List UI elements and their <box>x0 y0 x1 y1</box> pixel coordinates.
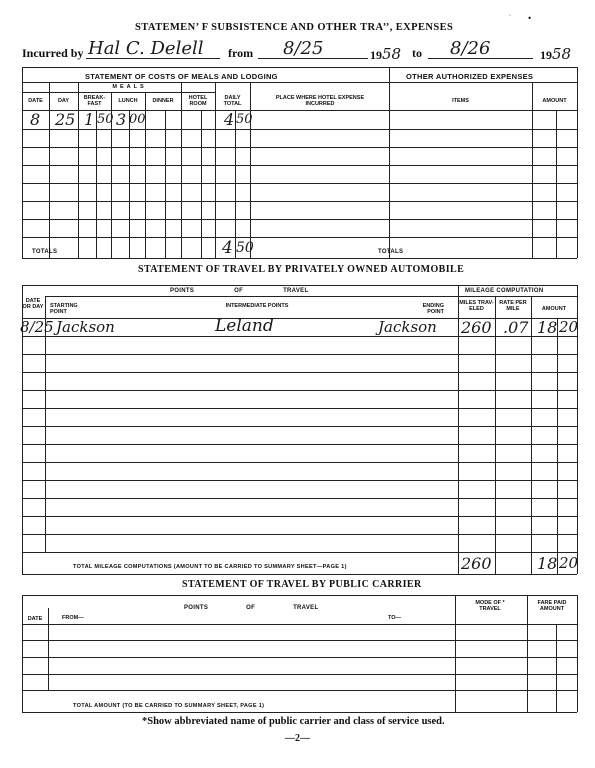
auto-title: STATEMENT OF TRAVEL BY PRIVATELY OWNED AUTOMOBILE <box>138 264 465 275</box>
other-expenses-title: OTHER AUTHORIZED EXPENSES <box>406 72 534 81</box>
col-auto-amount: AMOUNT <box>541 306 567 312</box>
col-day: DAY <box>57 98 70 104</box>
totals-cents: 50 <box>236 240 254 256</box>
from-label: from <box>228 46 254 60</box>
col-ending-point: ENDING POINT <box>422 303 444 315</box>
auto-total-cents: 20 <box>559 554 579 572</box>
col-items: ITEMS <box>452 98 469 104</box>
from-date: 8/25 <box>283 38 324 59</box>
corner-marks: ˙ • <box>508 14 532 23</box>
auto-row-intermediate: Leland <box>215 316 274 336</box>
col-miles: MILES TRAV-ELED <box>459 300 494 312</box>
meals-section-title: STATEMENT OF COSTS OF MEALS AND LODGING <box>85 72 278 81</box>
auto-row-end: Jackson <box>378 318 437 336</box>
totals-label-right: TOTALS <box>378 249 404 255</box>
to-label: to <box>412 46 422 60</box>
totals-dollars: 4 <box>222 238 233 258</box>
col-date-or-day: DATE OR DAY <box>22 298 44 310</box>
col-intermediate: INTERMEDIATE POINTS <box>225 303 289 309</box>
incurred-label: Incurred by <box>22 46 84 60</box>
col-rate: RATE PER MILE <box>499 300 527 312</box>
carrier-points-label: POINTS OF TRAVEL <box>184 605 319 611</box>
col-amount: AMOUNT <box>542 98 567 104</box>
row-daily-cents: 50 <box>236 112 253 127</box>
form-title: STATEMEN’ F SUBSISTENCE AND OTHER TRA’’, EXPENSES <box>135 22 454 33</box>
row-lunch-cents: 00 <box>129 112 146 127</box>
to-date: 8/26 <box>450 38 491 59</box>
row-date: 8 <box>30 110 41 129</box>
auto-total-miles: 260 <box>461 554 492 573</box>
footer-note: *Show abbreviated name of public carrier and class of service used. <box>142 716 445 727</box>
carrier-col-to: TO— <box>388 615 402 621</box>
carrier-total-label: TOTAL AMOUNT (TO BE CARRIED TO SUMMARY SHEET, PAGE 1) <box>73 703 265 709</box>
col-date: DATE <box>28 98 43 104</box>
row-breakfast-cents: 50 <box>97 112 114 127</box>
auto-row-amount-cents: 20 <box>559 318 579 336</box>
year-1: 1958 <box>370 45 402 63</box>
auto-row-amount-dollars: 18 <box>537 318 558 337</box>
row-day: 25 <box>55 110 76 129</box>
totals-label: TOTALS <box>32 249 58 255</box>
col-starting-point: STARTING POINT <box>50 303 78 315</box>
col-daily-total: DAILY TOTAL <box>223 95 242 107</box>
carrier-title: STATEMENT OF TRAVEL BY PUBLIC CARRIER <box>182 579 422 590</box>
carrier-col-fare: FARE PAID AMOUNT <box>537 600 567 612</box>
row-daily-dollars: 4 <box>224 110 235 129</box>
col-dinner: DINNER <box>152 98 174 104</box>
col-lunch: LUNCH <box>118 98 138 104</box>
auto-row-rate: .07 <box>503 318 529 337</box>
carrier-col-mode: MODE OF * TRAVEL <box>475 600 505 612</box>
carrier-col-date: DATE <box>27 616 43 622</box>
auto-total-label: TOTAL MILEAGE COMPUTATIONS (AMOUNT TO BE CARRIED TO SUMMARY SHEET—PAGE 1) <box>73 564 347 570</box>
carrier-col-from: FROM— <box>62 615 84 621</box>
auto-row-miles: 260 <box>461 318 492 337</box>
col-meals: MEALS <box>112 84 147 90</box>
mileage-computation: MILEAGE COMPUTATION <box>465 288 544 294</box>
col-hotel: HOTEL ROOM <box>188 95 208 107</box>
auto-row-date: 8/25 <box>20 318 54 336</box>
row-breakfast-dollars: 1 <box>84 110 95 129</box>
auto-row-start: Jackson <box>56 318 115 336</box>
col-breakfast: BREAK-FAST <box>83 95 106 107</box>
row-lunch-dollars: 3 <box>116 110 127 129</box>
auto-points-label: POINTS OF TRAVEL <box>170 288 309 294</box>
auto-total-dollars: 18 <box>537 554 558 573</box>
col-place: PLACE WHERE HOTEL EXPENSE INCURRED <box>275 95 365 107</box>
year-2: 1958 <box>540 45 572 63</box>
page-number: —2— <box>285 733 310 744</box>
incurred-name: Hal C. Delell <box>88 38 204 59</box>
